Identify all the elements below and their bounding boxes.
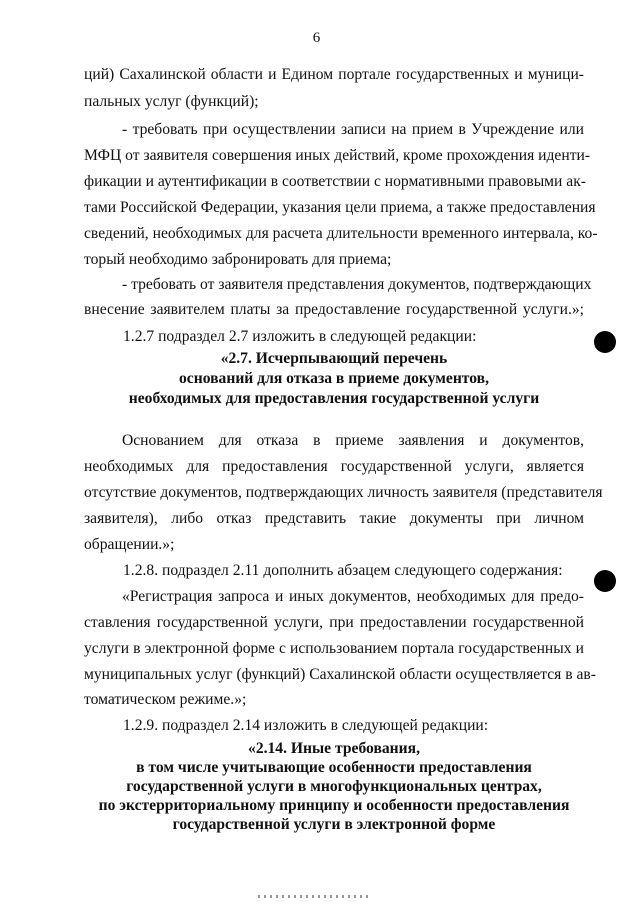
section-heading-line: «2.7. Исчерпывающий перечень [220,350,448,367]
text-line: ций) Сахалинской области и Едином портале государственных и муници- [84,66,584,83]
text-line: необходимых для предоставления государственной услуги, является [84,458,584,475]
section-heading-line: в том числе учитывающие особенности предоставления [136,759,532,776]
section-heading-line: государственной услуги в электронной форме [172,816,496,833]
section-heading-line: «2.14. Иные требования, [248,740,420,757]
page-number: 6 [312,30,321,46]
section-heading-line: государственной услуги в многофункциональных центрах, [126,778,542,795]
text-line: муниципальных услуг (функций) Сахалинской области осуществляется в ав- [84,666,596,683]
text-line: 1.2.7 подраздел 2.7 изложить в следующей редакции: [123,328,477,345]
section-heading-line: оснований для отказа в приеме документов, [179,370,489,387]
text-line: торый необходимо забронировать для приема; [84,251,392,268]
text-line: обращении.»; [84,536,175,553]
scan-smudge [258,895,370,898]
text-line: фикации и аутентификации в соответствии с нормативными правовыми ак- [84,173,586,190]
text-line: тами Российской Федерации, указания цели приема, а также предоставления [84,199,596,216]
text-line: услуги в электронной форме с использованием портала государственных и [84,640,584,657]
text-line: ставления государственной услуги, при предоставлении государственной [84,614,584,631]
text-line: - требовать от заявителя представления документов, подтверждающих [122,276,592,293]
punch-hole-mark [594,331,616,353]
text-line: 1.2.8. подраздел 2.11 дополнить абзацем следующего содержания: [123,562,563,579]
text-line: заявителя), либо отказ представить такие документы при личном [84,510,584,527]
text-line: «Регистрация запроса и иных документов, необходимых для предо- [122,588,584,605]
text-line: сведений, необходимых для расчета длительности временного интервала, ко- [84,225,598,242]
text-line: - требовать при осуществлении записи на прием в Учреждение или [122,121,584,138]
text-line: МФЦ от заявителя совершения иных действий, кроме прохождения иденти- [84,147,591,164]
text-line: пальных услуг (функций); [84,93,259,110]
text-line: отсутствие документов, подтверждающих личность заявителя (представителя [84,484,603,501]
text-line: томатическом режиме.»; [84,691,247,708]
text-line: 1.2.9. подраздел 2.14 изложить в следующей редакции: [123,717,489,734]
punch-hole-mark [594,570,616,592]
text-line: внесение заявителем платы за предоставление государственной услуги.»; [84,301,584,318]
section-heading-line: по экстерриториальному принципу и особенности предоставления [98,797,570,814]
section-heading-line: необходимых для предоставления государственной услуги [128,390,540,407]
text-line: Основанием для отказа в приеме заявления и документов, [122,432,584,449]
